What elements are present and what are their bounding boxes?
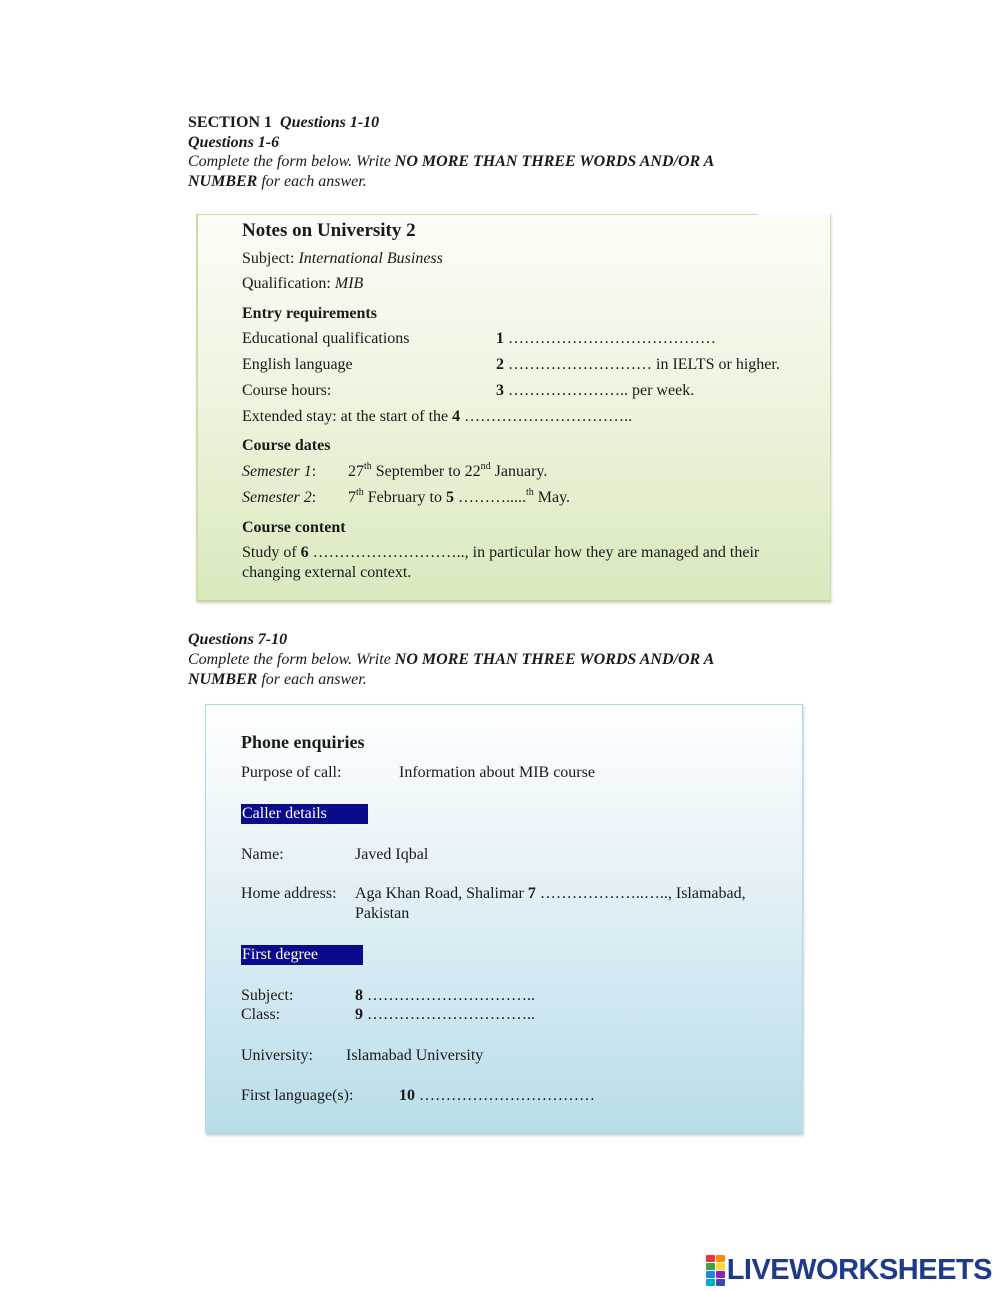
question-number: 1 <box>496 330 504 347</box>
course-content-line-1 <box>242 543 759 563</box>
caller-details-label: Caller details <box>241 804 368 824</box>
semester-label: Semester 1 <box>242 463 312 480</box>
instruction-text: Complete the form below. Write <box>188 651 395 668</box>
answer-slot-8[interactable] <box>355 986 535 1006</box>
logo-tile <box>716 1263 725 1270</box>
instruction-bold-2: NUMBER <box>188 173 258 190</box>
blank: ……………………… <box>504 356 656 373</box>
qualification-value: MIB <box>334 275 364 292</box>
blank: ………..... <box>453 489 526 506</box>
question-number: 7 <box>527 885 536 902</box>
row-label: Educational qualifications <box>242 330 410 347</box>
name-value: Javed Iqbal <box>355 846 429 863</box>
degree-class-row <box>241 1005 535 1025</box>
extended-stay-row <box>242 407 632 427</box>
address-text: Aga Khan Road, Shalimar <box>355 885 528 902</box>
date-suffix: th <box>525 487 534 498</box>
first-degree-label: First degree <box>241 945 363 965</box>
date-part: September to 22 <box>371 463 481 480</box>
blank: ………………..….. <box>535 885 668 902</box>
date-part: 27 <box>348 463 364 480</box>
instruction-bold: NO MORE THAN THREE WORDS AND/OR A <box>394 651 715 668</box>
notes-title: Notes on University 2 <box>242 220 416 241</box>
logo-tile <box>716 1279 725 1286</box>
purpose-label: Purpose of call: <box>241 764 342 781</box>
question-number: 4 <box>452 408 461 425</box>
course-content-line-2: changing external context. <box>242 564 412 581</box>
group2-title: Questions 7-10 <box>188 631 288 648</box>
blank: ………………………….. <box>460 408 633 425</box>
question-number: 5 <box>445 489 454 506</box>
purpose-row <box>241 763 595 783</box>
language-label: First language(s): <box>241 1087 354 1104</box>
question-number: 2 <box>496 356 504 373</box>
question-number: 10 <box>399 1087 415 1104</box>
semester-1-dates <box>348 462 547 482</box>
course-content-heading: Course content <box>242 519 346 536</box>
notes-form-box <box>196 214 831 602</box>
date-part: February to <box>363 489 446 506</box>
content-text: , in particular how they are managed and their <box>464 544 760 561</box>
entry-row-2 <box>242 355 802 375</box>
answer-slot-4[interactable] <box>452 408 632 425</box>
entry-row-1 <box>242 329 802 349</box>
logo-text: LIVEWORKSHEETS <box>726 1253 992 1286</box>
subject-value: International Business <box>298 250 443 267</box>
section-label: SECTION 1 <box>188 114 273 131</box>
question-number: 9 <box>355 1006 363 1023</box>
group2-instruction <box>188 650 788 690</box>
phone-enquiries-box <box>205 704 803 1134</box>
address-line-2: Pakistan <box>355 905 410 922</box>
blank: …………………………… <box>415 1087 595 1104</box>
logo-tile <box>716 1255 725 1262</box>
notes-subject <box>242 249 443 269</box>
instruction-bold: NO MORE THAN THREE WORDS AND/OR A <box>394 153 715 170</box>
logo-tile <box>706 1279 715 1286</box>
blank: ………………….. <box>504 382 632 399</box>
caller-details-heading <box>241 804 368 824</box>
section-heading <box>188 113 379 133</box>
name-label: Name: <box>241 846 284 863</box>
question-number: 6 <box>300 544 309 561</box>
logo-tile <box>706 1263 715 1270</box>
address-text: , Islamabad, <box>667 885 746 902</box>
entry-requirements-heading: Entry requirements <box>242 305 377 322</box>
university-label: University: <box>241 1047 313 1064</box>
instruction-text: Complete the form below. Write <box>188 153 395 170</box>
address-row <box>241 884 746 904</box>
answer-slot-10[interactable] <box>399 1086 595 1106</box>
logo-tile <box>716 1271 725 1278</box>
entry-row-3 <box>242 381 802 401</box>
date-part: May. <box>533 489 571 506</box>
row-tail: in IELTS or higher. <box>656 356 780 373</box>
date-suffix: th <box>356 487 364 498</box>
semester-label: Semester 2 <box>242 489 312 506</box>
date-part: January. <box>490 463 548 480</box>
group1-title: Questions 1-6 <box>188 134 280 151</box>
date-suffix: nd <box>480 461 491 472</box>
content-text: Study of <box>242 544 301 561</box>
answer-slot-9[interactable] <box>355 1005 535 1025</box>
subject-label: Subject: <box>242 250 299 267</box>
question-number: 8 <box>355 987 363 1004</box>
answer-slot-2[interactable] <box>496 355 780 375</box>
qualification-label: Qualification: <box>242 275 335 292</box>
semester-1-row: Semester 1: 27th September to 22nd January. <box>242 461 548 480</box>
section-questions: Questions 1-10 <box>280 114 380 131</box>
blank: ……………………….. <box>308 544 465 561</box>
course-dates-heading: Course dates <box>242 437 331 454</box>
logo-mark-icon <box>706 1255 725 1286</box>
subject-label: Subject: <box>241 987 294 1004</box>
first-degree-heading <box>241 945 363 965</box>
university-value: Islamabad University <box>346 1047 484 1064</box>
logo-tile <box>706 1271 715 1278</box>
answer-slot-5[interactable] <box>446 489 526 506</box>
liveworksheets-logo <box>706 1255 992 1285</box>
answer-slot-1[interactable] <box>496 329 716 349</box>
logo-tile <box>706 1255 715 1262</box>
date-part: 7 <box>348 489 356 506</box>
blank: ………………………….. <box>363 1006 535 1023</box>
purpose-value: Information about MIB course <box>399 764 595 781</box>
row-tail: per week. <box>632 382 695 399</box>
semester-2-dates <box>348 488 570 508</box>
question-number: 3 <box>496 382 504 399</box>
university-row <box>241 1046 484 1066</box>
date-suffix: th <box>364 461 372 472</box>
answer-slot-3[interactable] <box>496 381 694 401</box>
address-value <box>355 884 746 904</box>
semester-2-row: Semester 2: 7th February to 5 ……….....$^{th}$ May. <box>242 487 571 506</box>
instruction-text-2: for each answer. <box>257 173 367 190</box>
notes-qualification <box>242 274 363 294</box>
address-label: Home address: <box>241 885 337 902</box>
instruction-bold-2: NUMBER <box>188 671 258 688</box>
class-label: Class: <box>241 1006 281 1023</box>
phone-title: Phone enquiries <box>241 732 365 752</box>
degree-subject-row <box>241 986 535 1006</box>
row-label: English language <box>242 356 353 373</box>
group1-instruction <box>188 152 788 192</box>
instruction-text-2: for each answer. <box>257 671 367 688</box>
language-row <box>241 1086 595 1106</box>
extended-text: Extended stay: at the start of the <box>242 408 453 425</box>
blank: ………………………………… <box>504 330 716 347</box>
answer-slot-6[interactable] <box>301 544 465 561</box>
row-label: Course hours: <box>242 382 332 399</box>
blank: ………………………….. <box>363 987 535 1004</box>
name-row <box>241 845 429 865</box>
answer-slot-7[interactable] <box>528 885 668 902</box>
